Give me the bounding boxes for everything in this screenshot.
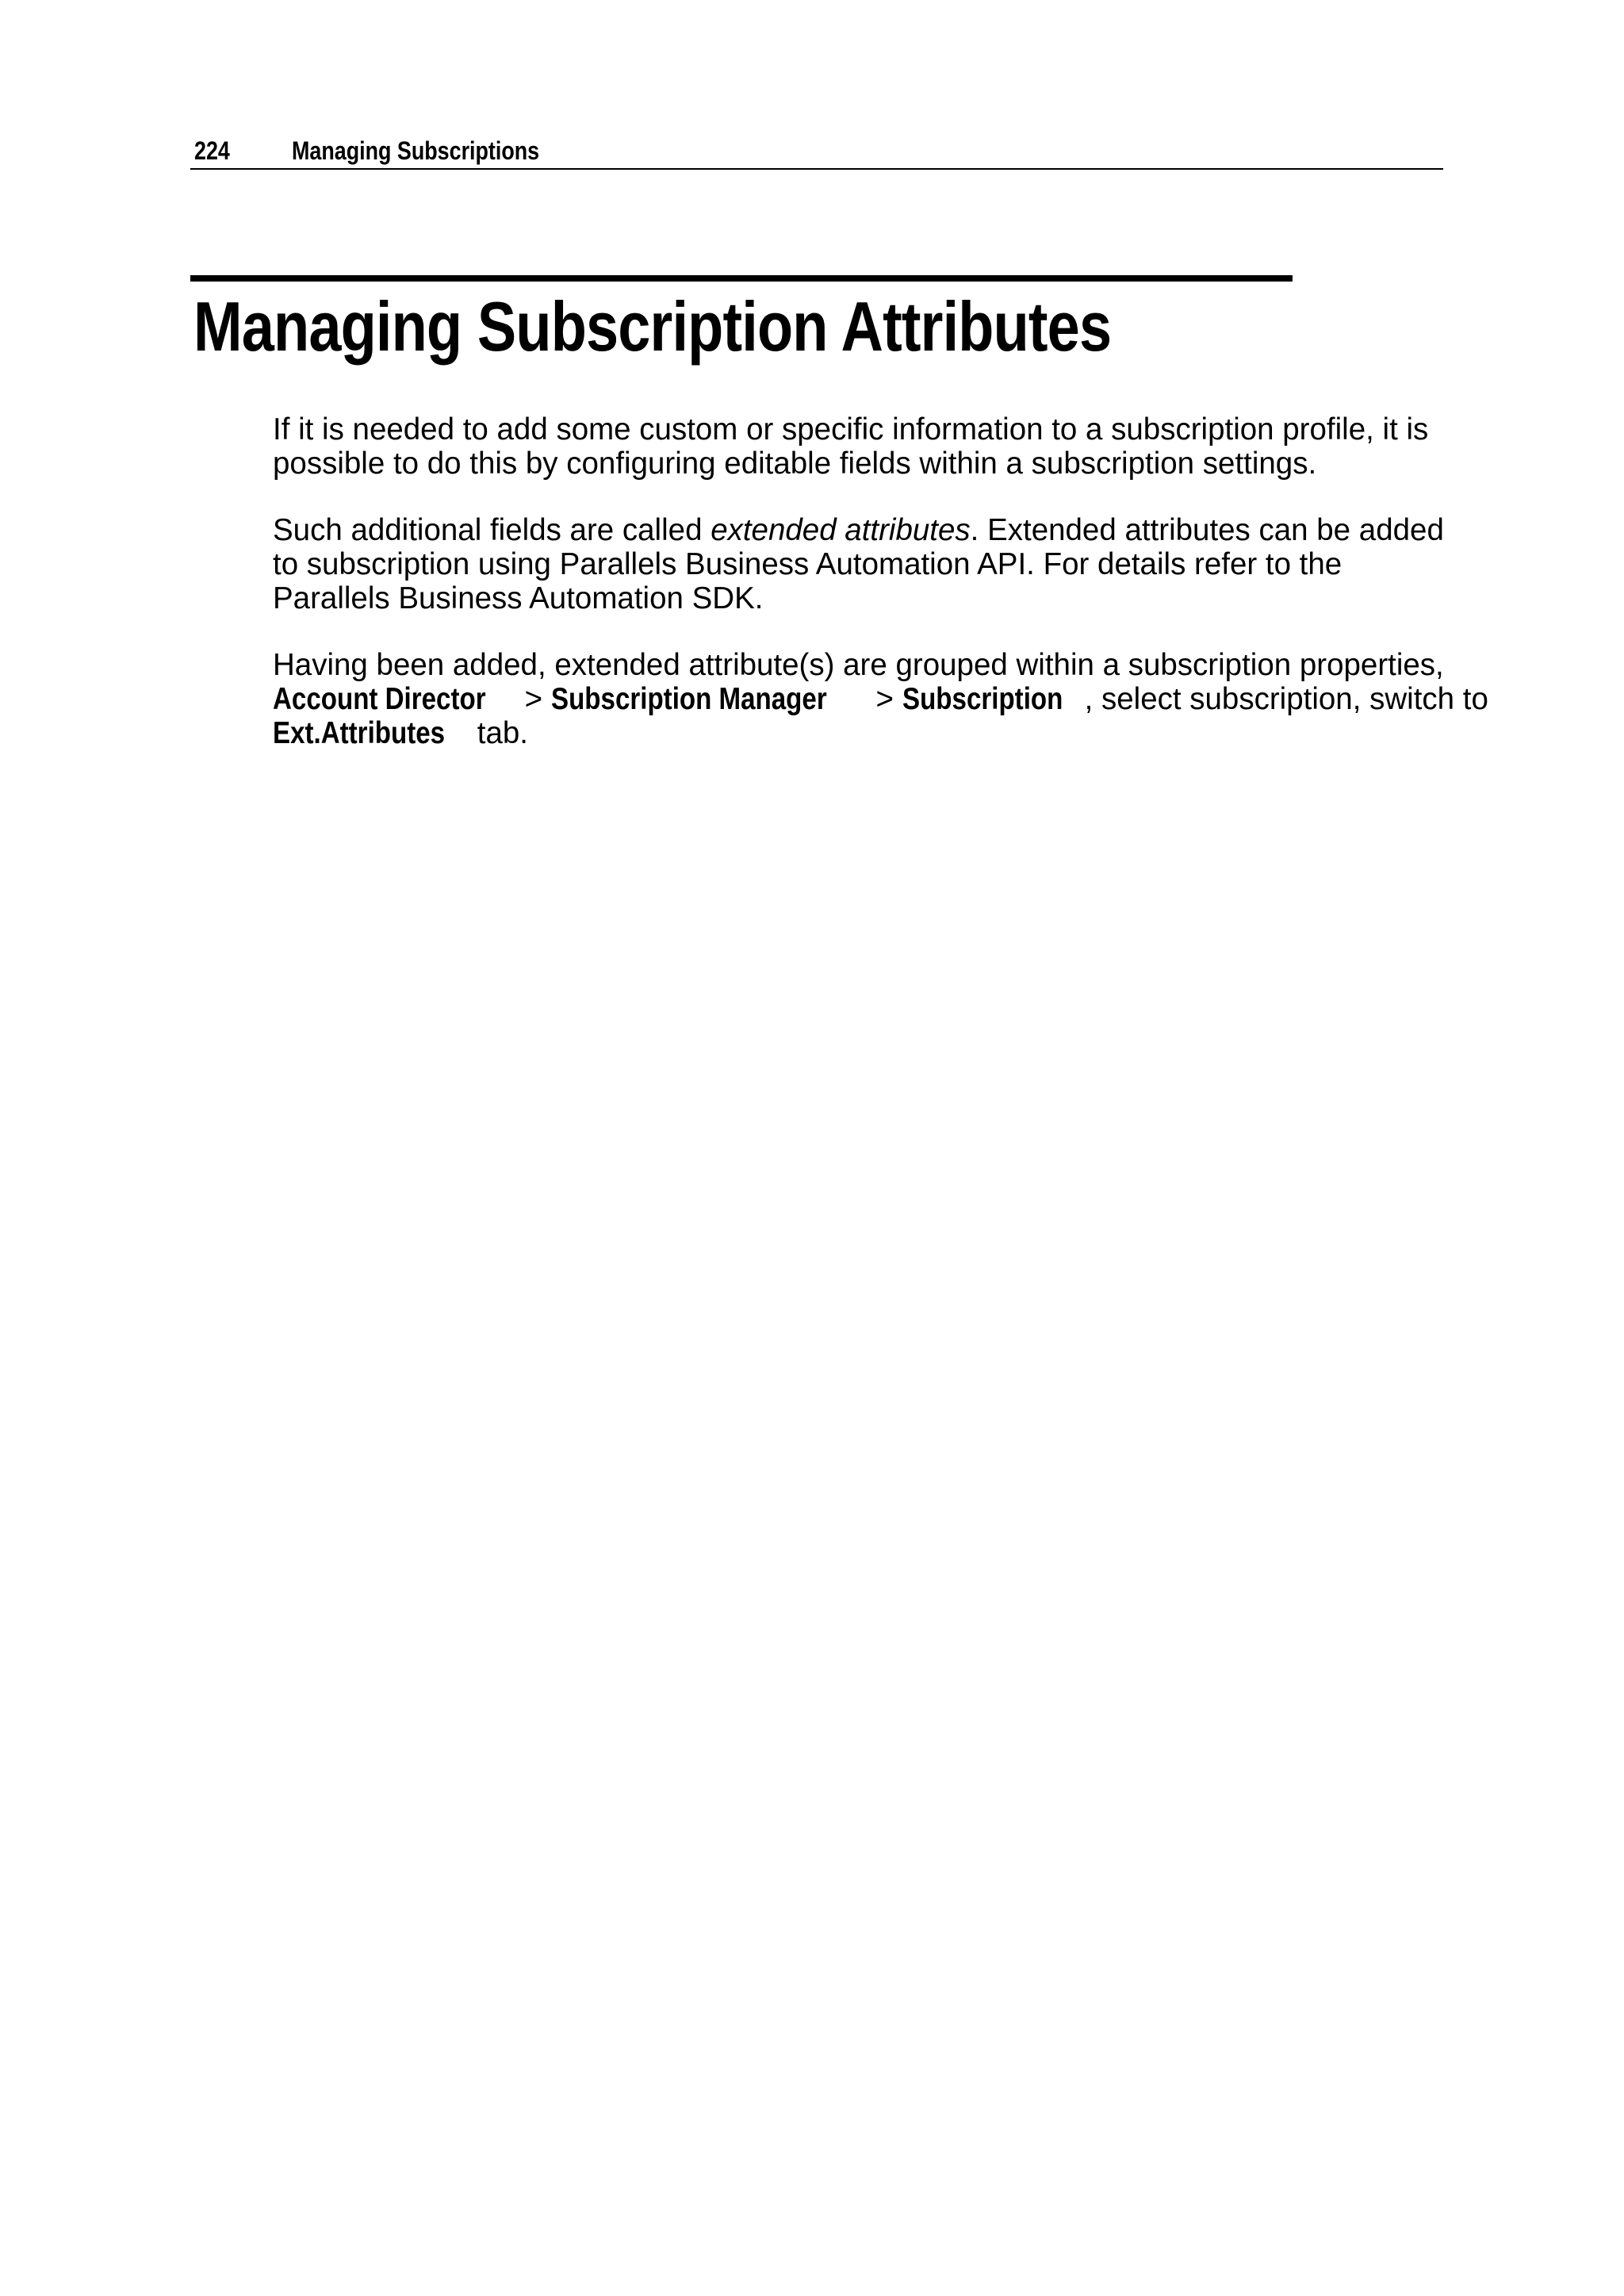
ui-term-subscription: Subscription (902, 682, 1063, 716)
paragraph-line: Parallels Business Automation SDK. (273, 581, 764, 615)
page-number: 224 (194, 136, 230, 165)
paragraph-line: If it is needed to add some custom or specific information to a subscription profile, it is (273, 412, 1429, 447)
paragraph-line: possible to do this by configuring editable fields within a subscription settings. (273, 447, 1317, 481)
text-run: . Extended attributes can be added (970, 513, 1444, 547)
paragraph-line (273, 682, 1488, 716)
emphasis-term: extended attributes (710, 513, 971, 547)
section-title: Managing Subscription Attributes (193, 287, 1112, 366)
text-run: tab. (469, 716, 528, 750)
heading-rule (190, 275, 1293, 282)
paragraph-navigation (273, 648, 1488, 750)
paragraph-line (273, 513, 1446, 547)
ui-term-subscription-manager: Subscription Manager (550, 682, 827, 716)
paragraph-line: to subscription using Parallels Business Automation API. For details refer to the (273, 547, 1342, 581)
text-run: , select subscription, switch to (1084, 682, 1488, 716)
paragraph-intro (273, 412, 1446, 481)
breadcrumb-separator: > (867, 682, 902, 716)
paragraph-extended-attributes (273, 513, 1446, 615)
breadcrumb-separator: > (515, 682, 551, 716)
running-header (190, 132, 1443, 170)
paragraph-line (273, 716, 1446, 750)
ui-term-account-director: Account Director (273, 682, 486, 716)
ui-term-ext-attributes: Ext.Attributes (273, 716, 446, 750)
text-run: Such additional fields are called (273, 513, 711, 547)
paragraph-line: Having been added, extended attribute(s) are grouped within a subscription properties, (273, 648, 1444, 682)
chapter-title: Managing Subscriptions (292, 136, 540, 165)
